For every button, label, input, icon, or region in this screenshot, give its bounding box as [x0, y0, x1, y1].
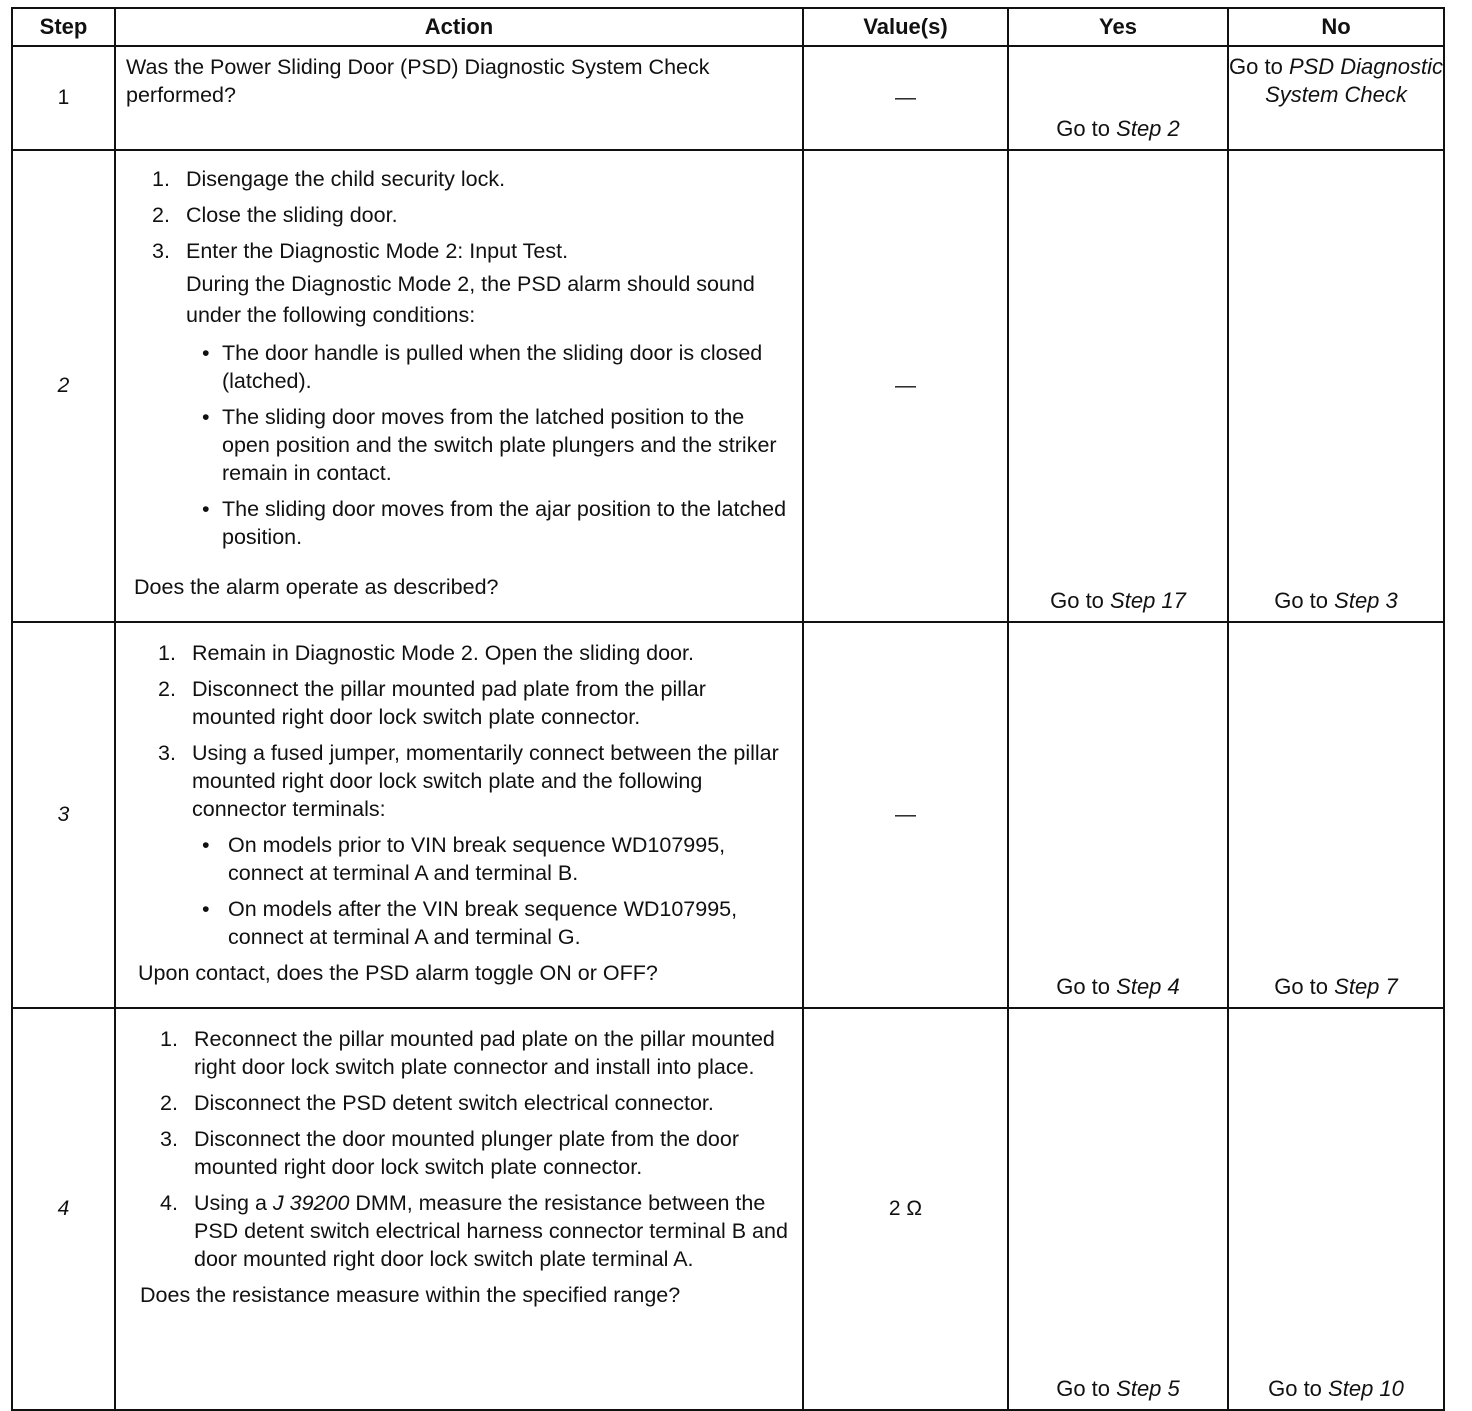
- yes-step-link[interactable]: Step 4: [1116, 974, 1180, 999]
- action-step: 4. Using a J 39200 DMM, measure the resistance between the PSD detent switch electrical harness connector terminal B and door mounted right door lock switch plate terminal A.: [160, 1191, 788, 1271]
- action-question: Was the Power Sliding Door (PSD) Diagnostic System Check performed?: [126, 55, 710, 107]
- action-step: 3. Disconnect the door mounted plunger plate from the door mounted right door lock switch plate connector.: [160, 1127, 739, 1179]
- condition-item: • The sliding door moves from the latched position to the open position and the switch plate plungers and the striker remain in contact.: [116, 403, 792, 487]
- action-step: 1. Remain in Diagnostic Mode 2. Open the sliding door.: [158, 641, 694, 665]
- action-cell: [115, 46, 803, 150]
- header-values: Value(s): [803, 8, 1008, 46]
- step-number: 1: [12, 46, 115, 150]
- action-step: 1. Reconnect the pillar mounted pad plate on the pillar mounted right door lock switch plate connector and install into place.: [160, 1027, 775, 1079]
- no-step-link[interactable]: Step 7: [1334, 974, 1398, 999]
- condition-list: [116, 831, 794, 951]
- step-number: 3: [12, 622, 115, 1008]
- action-question: Does the alarm operate as described?: [134, 575, 499, 599]
- table-row-step-4: [12, 1008, 1444, 1410]
- table-row-step-1: [12, 46, 1444, 150]
- header-no: No: [1228, 8, 1444, 46]
- header-row: [12, 8, 1444, 46]
- header-yes: Yes: [1008, 8, 1228, 46]
- action-step: 2. Disconnect the pillar mounted pad plate from the pillar mounted right door lock switch plate connector.: [158, 677, 706, 729]
- value-cell: —: [803, 622, 1008, 1008]
- yes-step-link[interactable]: Step 2: [1116, 116, 1180, 141]
- yes-step-link[interactable]: Step 17: [1110, 588, 1186, 613]
- action-cell: [115, 150, 803, 622]
- condition-list: [116, 339, 792, 551]
- no-step-link[interactable]: Step 10: [1328, 1376, 1404, 1401]
- action-steps: [116, 1025, 794, 1273]
- condition-item: • The sliding door moves from the ajar position to the latched position.: [116, 495, 792, 551]
- no-cell: [1228, 622, 1444, 1008]
- yes-cell: [1008, 150, 1228, 622]
- yes-cell: [1008, 1008, 1228, 1410]
- action-cell: [115, 622, 803, 1008]
- yes-prefix: Go to: [1050, 588, 1104, 613]
- yes-step-link[interactable]: Step 5: [1116, 1376, 1180, 1401]
- tool-reference: J 39200: [272, 1191, 350, 1215]
- action-steps: [116, 165, 792, 265]
- action-cell: [115, 1008, 803, 1410]
- table-row-step-2: [12, 150, 1444, 622]
- header-step: Step: [12, 8, 115, 46]
- no-cell: [1228, 150, 1444, 622]
- value-cell: —: [803, 46, 1008, 150]
- yes-prefix: Go to: [1056, 1376, 1111, 1401]
- value-cell: 2 Ω: [803, 1008, 1008, 1410]
- yes-cell: [1008, 622, 1228, 1008]
- action-steps: [116, 639, 794, 823]
- action-question: Does the resistance measure within the specified range?: [140, 1283, 681, 1307]
- action-step: 3. Using a fused jumper, momentarily connect between the pillar mounted right door lock switch plate and the following connector terminals:: [158, 741, 779, 821]
- yes-cell: [1008, 46, 1228, 150]
- condition-item: • The door handle is pulled when the sliding door is closed (latched).: [116, 339, 792, 395]
- condition-item: • On models after the VIN break sequence WD107995, connect at terminal A and terminal G.: [116, 895, 794, 951]
- no-cell: [1228, 46, 1444, 150]
- table-row-step-3: [12, 622, 1444, 1008]
- header-action: Action: [115, 8, 803, 46]
- diagnostic-table: [11, 7, 1445, 1411]
- action-question: Upon contact, does the PSD alarm toggle ON or OFF?: [138, 961, 658, 985]
- action-step: 1. Disengage the child security lock.: [152, 167, 506, 191]
- no-prefix: Go to: [1274, 974, 1329, 999]
- condition-item: • On models prior to VIN break sequence WD107995, connect at terminal A and terminal B.: [116, 831, 794, 887]
- action-step: 2. Close the sliding door.: [152, 203, 398, 227]
- no-step-link[interactable]: PSD Diagnostic System Check: [1265, 54, 1444, 107]
- value-cell: —: [803, 150, 1008, 622]
- yes-prefix: Go to: [1056, 974, 1111, 999]
- action-step: 3. Enter the Diagnostic Mode 2: Input Test.: [152, 239, 569, 263]
- action-paragraph: During the Diagnostic Mode 2, the PSD alarm should sound under the following conditions:: [186, 272, 755, 327]
- action-step: 2. Disconnect the PSD detent switch electrical connector.: [160, 1091, 714, 1115]
- no-prefix: Go to: [1268, 1376, 1322, 1401]
- step-number: 4: [12, 1008, 115, 1410]
- step-number: 2: [12, 150, 115, 622]
- no-prefix: Go to: [1229, 54, 1283, 79]
- yes-prefix: Go to: [1056, 116, 1111, 141]
- no-cell: [1228, 1008, 1444, 1410]
- no-step-link[interactable]: Step 3: [1334, 588, 1398, 613]
- no-prefix: Go to: [1274, 588, 1329, 613]
